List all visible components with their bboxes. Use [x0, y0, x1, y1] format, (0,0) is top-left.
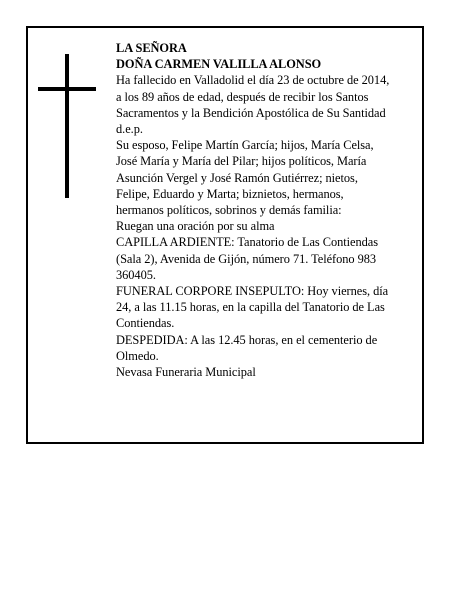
text-line: Ha fallecido en Valladolid el día 23 de octubre de 2014, — [116, 73, 390, 88]
text-line: Contiendas. — [116, 316, 175, 331]
text-line: Olmedo. — [116, 348, 159, 363]
text-line: Su esposo, Felipe Martín García; hijos, María Celsa, — [116, 138, 374, 153]
notice-heading-title: LA SEÑORA — [116, 41, 187, 55]
text-line: (Sala 2), Avenida de Gijón, número 71. Teléfono 983 — [116, 251, 377, 266]
text-line: hermanos políticos, sobrinos y demás familia: — [116, 203, 342, 218]
text-line: FUNERAL CORPORE INSEPULTO: Hoy viernes, día — [116, 284, 389, 299]
text-line: d.e.p. — [116, 122, 143, 137]
obituary-text — [116, 40, 422, 380]
text-line: Felipe, Eduardo y Marta; biznietos, hermanos, — [116, 186, 344, 201]
text-line: 360405. — [116, 267, 156, 282]
deceased-name: DOÑA CARMEN VALILLA ALONSO — [116, 57, 322, 72]
text-line: Sacramentos y la Bendición Apostólica de Su Santidad — [116, 105, 386, 120]
text-line: Ruegan una oración por su alma — [116, 219, 275, 234]
text-line: Asunción Vergel y José Ramón Gutiérrez; nietos, — [116, 170, 358, 185]
obituary-notice-frame — [26, 26, 424, 444]
text-line: DESPEDIDA: A las 12.45 horas, en el cementerio de — [116, 332, 378, 347]
text-line: CAPILLA ARDIENTE: Tanatorio de Las Contiendas — [116, 235, 378, 250]
funeral-home-name: Nevasa Funeraria Municipal — [116, 365, 256, 380]
latin-cross-icon — [38, 54, 96, 198]
cross-vertical-bar — [65, 54, 69, 198]
text-line: 24, a las 11.15 horas, en la capilla del Tanatorio de Las — [116, 300, 385, 315]
cross-horizontal-bar — [38, 87, 96, 91]
text-line: José María y María del Pilar; hijos políticos, María — [116, 154, 367, 169]
text-line: a los 89 años de edad, después de recibir los Santos — [116, 89, 369, 104]
